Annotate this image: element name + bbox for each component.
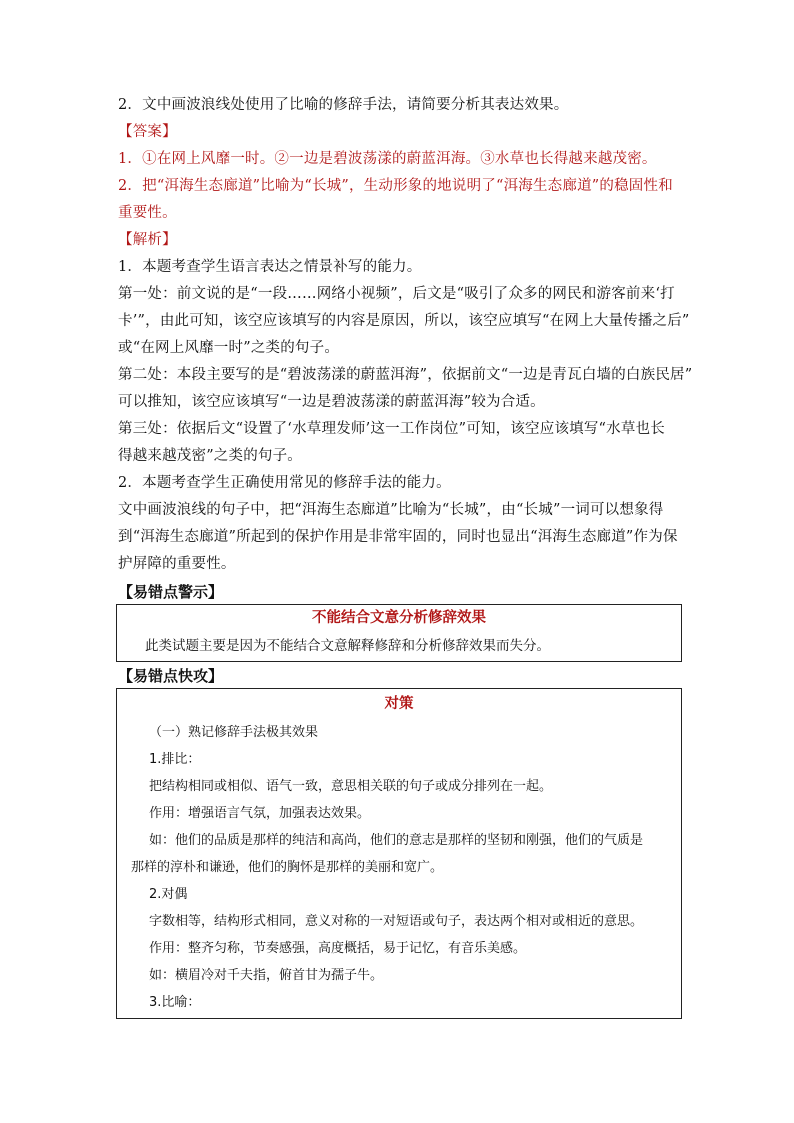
analysis-line: 第一处：前文说的是“一段……网络小视频”，后文是“吸引了众多的网民和游客前来‘打 <box>118 286 675 302</box>
analysis-heading: 【解析】 <box>118 232 177 248</box>
tips-heading: 【易错点快攻】 <box>118 667 224 685</box>
tips-line: 字数相等，结构形式相同，意义对称的一对短语或句子，表达两个相对或相近的意思。 <box>149 914 644 929</box>
question-2: 2．文中画波浪线处使用了比喻的修辞手法，请简要分析其表达效果。 <box>118 97 569 113</box>
tips-box <box>116 688 682 1019</box>
tips-line: 那样的淳朴和谦逊，他们的胸怀是那样的美丽和宽广。 <box>131 860 444 875</box>
tips-line: 2.对偶 <box>149 887 188 902</box>
analysis-line: 到“洱海生态廊道”所起到的保护作用是非常牢固的，同时也显出“洱海生态廊道”作为保 <box>118 529 678 545</box>
tips-line: 如：横眉冷对千夫指，俯首甘为孺子牛。 <box>149 968 384 983</box>
tips-line: 作用：整齐匀称，节奏感强，高度概括，易于记忆，有音乐美感。 <box>149 941 527 956</box>
tips-box-title: 对策 <box>384 695 414 712</box>
analysis-line: 第三处：依据后文“设置了‘水草理发师’这一工作岗位”可知，该空应该填写“水草也长 <box>118 421 665 437</box>
tips-line: 1.排比： <box>149 752 201 767</box>
warning-box-text: 此类试题主要是因为不能结合文意解释修辞和分析修辞效果而失分。 <box>145 638 550 654</box>
answer-line: 2．把“洱海生态廊道”比喻为“长城”，生动形象的地说明了“洱海生态廊道”的稳固性和 <box>118 178 673 194</box>
warning-box <box>116 604 682 662</box>
analysis-line: 得越来越茂密”之类的句子。 <box>118 448 303 464</box>
tips-line: （一）熟记修辞手法极其效果 <box>149 725 319 740</box>
analysis-line: 可以推知，该空应该填写“一边是碧波荡漾的蔚蓝洱海”较为合适。 <box>118 394 545 410</box>
answer-heading: 【答案】 <box>118 124 177 140</box>
analysis-line: 文中画波浪线的句子中，把“洱海生态廊道”比喻为“长城”，由“长城”一词可以想象得 <box>118 502 664 518</box>
analysis-line: 第二处：本段主要写的是“碧波荡漾的蔚蓝洱海”，依据前文“一边是青瓦白墙的白族民居” <box>118 367 693 383</box>
analysis-line: 护屏障的重要性。 <box>118 556 236 572</box>
warning-heading: 【易错点警示】 <box>118 583 224 601</box>
tips-line: 作用：增强语言气氛，加强表达效果。 <box>149 806 371 821</box>
answer-line: 重要性。 <box>118 205 177 221</box>
tips-line: 如：他们的品质是那样的纯洁和高尚，他们的意志是那样的坚韧和刚强，他们的气质是 <box>149 833 644 848</box>
answer-line: 1．①在网上风靡一时。②一边是碧波荡漾的蔚蓝洱海。③水草也长得越来越茂密。 <box>118 151 657 167</box>
warning-box-title: 不能结合文意分析修辞效果 <box>312 609 486 626</box>
document-page <box>118 92 693 1019</box>
analysis-line: 2．本题考查学生正确使用常见的修辞手法的能力。 <box>118 475 451 491</box>
analysis-line: 卡’”，由此可知，该空应该填写的内容是原因，所以，该空应填写“在网上大量传播之后” <box>118 313 690 329</box>
tips-line: 3.比喻： <box>149 995 201 1010</box>
analysis-line: 或“在网上风靡一时”之类的句子。 <box>118 340 340 356</box>
tips-line: 把结构相同或相似、语气一致，意思相关联的句子或成分排列在一起。 <box>149 779 553 794</box>
analysis-line: 1．本题考查学生语言表达之情景补写的能力。 <box>118 259 422 275</box>
